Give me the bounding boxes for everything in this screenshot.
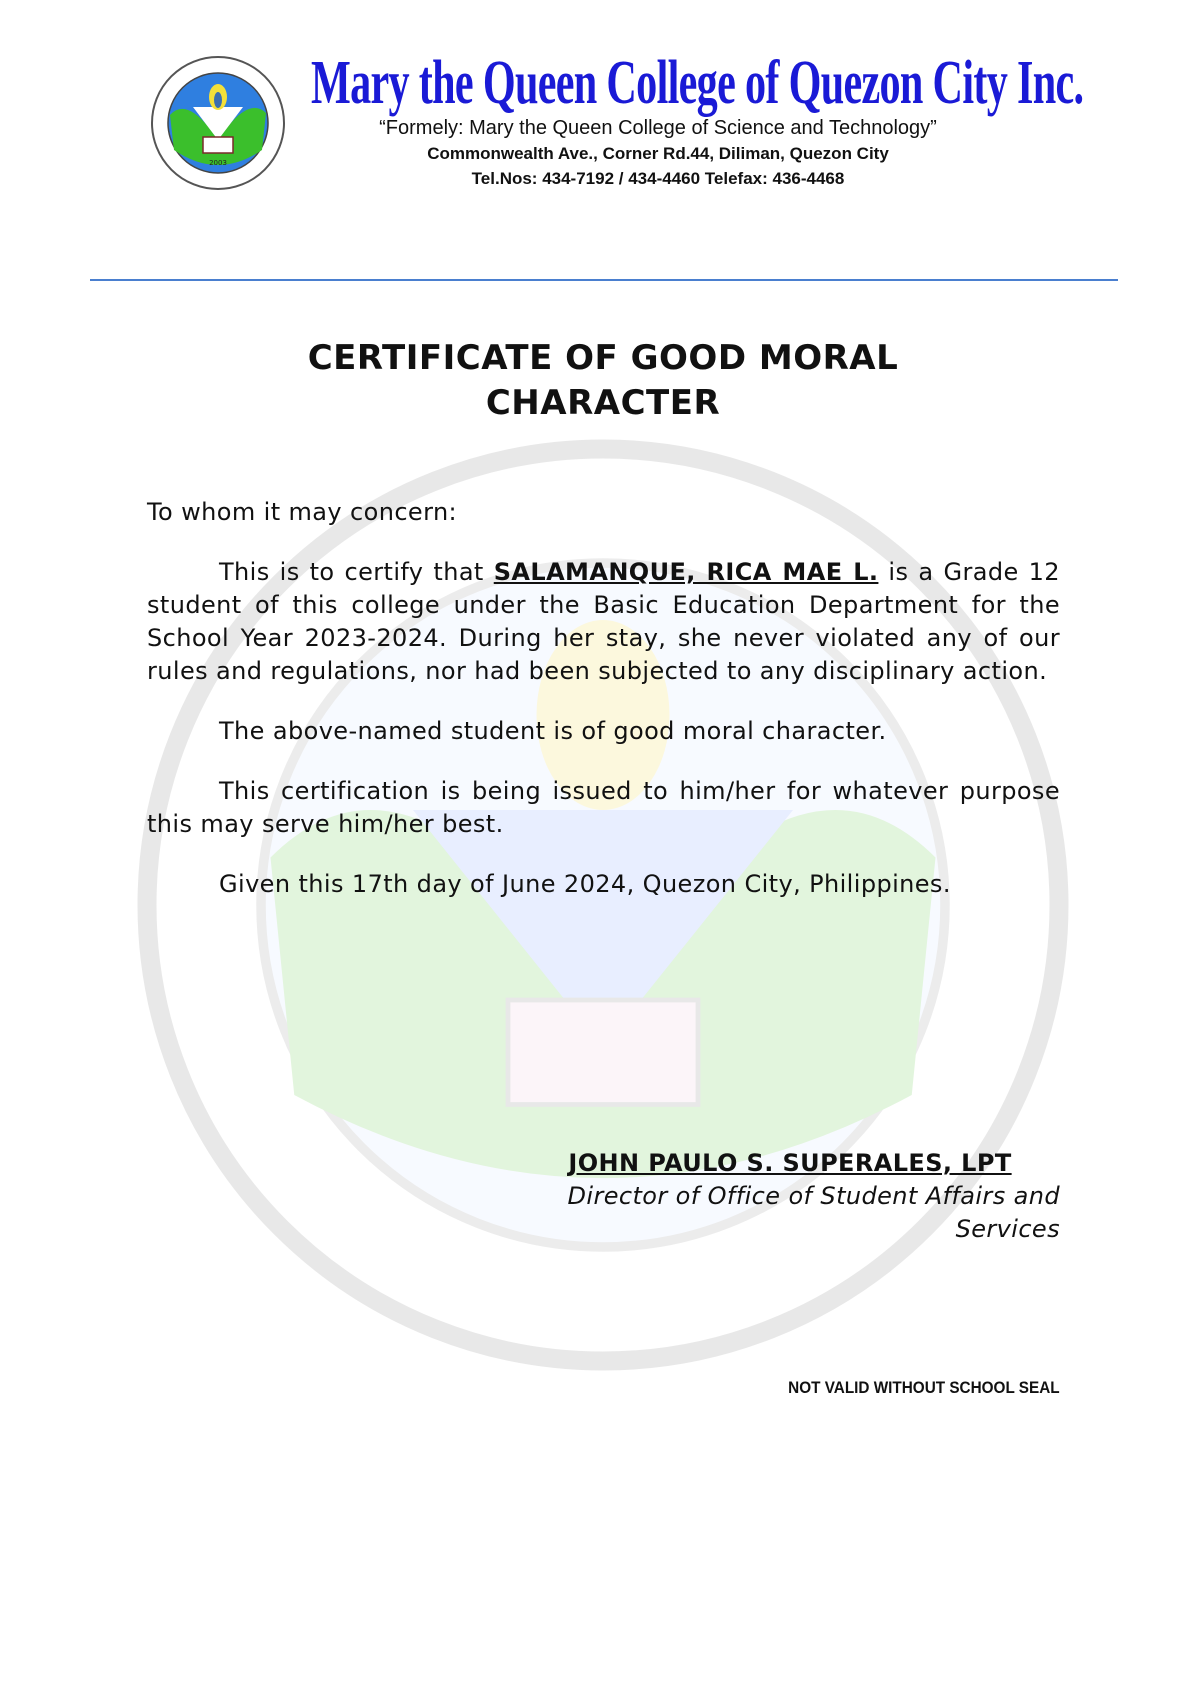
signature-block: [560, 1147, 1060, 1246]
header-divider: [90, 279, 1118, 281]
title-line-1: CERTIFICATE OF GOOD MORAL: [307, 338, 899, 378]
paragraph-good-moral: The above-named student is of good moral character.: [219, 717, 887, 745]
college-name: Mary the Queen College of Quezon City Inc.: [311, 49, 1084, 117]
student-name: SALAMANQUE, RICA MAE L.: [493, 558, 879, 586]
title-line-2: CHARACTER: [485, 383, 721, 423]
signatory-name: JOHN PAULO S. SUPERALES, LPT: [568, 1149, 1012, 1177]
salutation: To whom it may concern:: [147, 498, 458, 526]
svg-text:2003: 2003: [209, 159, 227, 167]
certificate-title: [200, 336, 1006, 426]
paragraph-certify: [147, 556, 1060, 688]
certify-lead: This is to certify that: [219, 558, 494, 586]
paragraph-purpose: This certification is being issued to him/her for whatever purpose this may serve him/her best.: [147, 777, 1060, 838]
college-logo: [147, 55, 289, 191]
former-name: “Formely: Mary the Queen College of Science and Technology”: [379, 117, 937, 139]
address: Commonwealth Ave., Corner Rd.44, Diliman, Quezon City: [427, 144, 889, 163]
certificate-body: [147, 496, 1060, 928]
certify-rest: is a Grade 12 student of this college under the Basic Education Department for the School Year 2023-2024. During her stay, she never violated any of our rules and regulations, nor had been subjected to any disciplinary action.: [147, 558, 1060, 685]
validity-notice: NOT VALID WITHOUT SCHOOL SEAL: [788, 1378, 1060, 1397]
telephone-numbers: Tel.Nos: 434-7192 / 434-4460 Telefax: 436-4468: [471, 169, 845, 188]
signatory-title: Director of Office of Student Affairs and Services: [567, 1182, 1060, 1243]
paragraph-date: Given this 17th day of June 2024, Quezon City, Philippines.: [219, 870, 951, 898]
